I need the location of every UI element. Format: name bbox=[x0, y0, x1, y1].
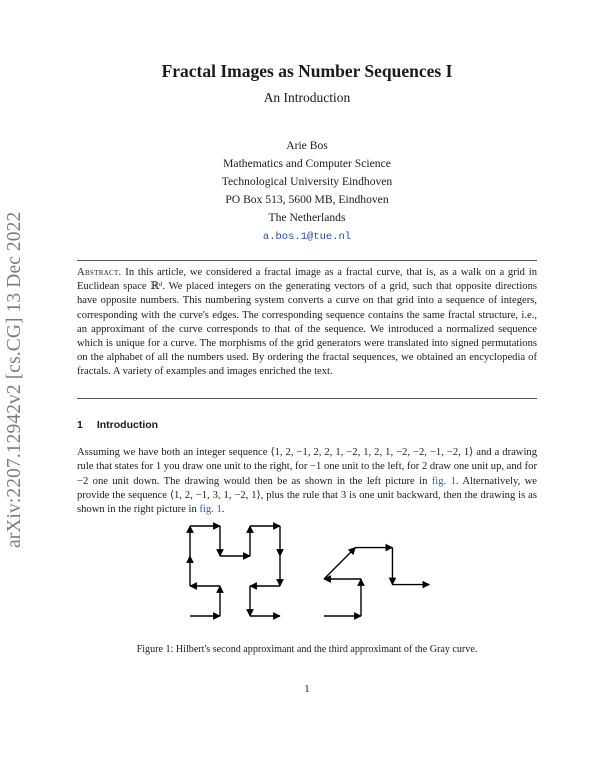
paragraph-text: . Alternatively, we provide the sequence ⟨1, 2, −1, 3, 1, −2, 1⟩, plus the rule that 3 is one unit backward, then the drawing is as shown in the right picture in bbox=[77, 475, 537, 516]
figure-caption: Figure 1: Hilbert's second approximant and the third approximant of the Gray curve. bbox=[136, 644, 478, 655]
figure-ref-link[interactable]: fig. 1 bbox=[199, 504, 222, 516]
section-number: 1 bbox=[77, 419, 83, 431]
gray-curve-right bbox=[324, 548, 429, 616]
section-title: Introduction bbox=[96, 419, 159, 431]
author-name: Arie Bos bbox=[286, 139, 328, 152]
figure-1 bbox=[180, 522, 430, 622]
figure-ref-link[interactable]: fig. 1 bbox=[431, 475, 456, 487]
abstract bbox=[77, 266, 537, 380]
gray-edge-step-4 bbox=[324, 548, 355, 579]
affiliation-line: PO Box 513, 5600 MB, Eindhoven bbox=[225, 193, 389, 206]
affiliation-line: Mathematics and Computer Science bbox=[223, 157, 391, 170]
affiliation-line: Technological University Eindhoven bbox=[221, 175, 393, 188]
author-email-link[interactable]: a.bos.1@tue.nl bbox=[262, 231, 352, 243]
section-heading bbox=[77, 419, 158, 431]
intro-paragraph bbox=[77, 446, 537, 517]
page-number: 1 bbox=[304, 683, 310, 695]
arxiv-identifier: arXiv:2207.12942v2 [cs.CG] 13 Dec 2022 bbox=[4, 211, 25, 548]
abstract-text: In this article, we considered a fractal image as a fractal curve, that is, as a walk on a grid in Euclidean space ℝᵈ. We placed integers on the generating vectors of a grid, such that opposite directions have opposite numbers. This numbering system converts a curve on that grid into a sequence of integers, corresponding with the curve's edges. The corresponding sequence contains the same fractal structure, i.e., an approximant of the curve corresponds to that of the sequence. We introduced a normalized sequence which is unique for a curve. The morphisms of the grid generators were translated into signed permutations on the alphabet of all the numbers used. By ordering the fractal sequences, we obtained an encyclopedia of fractals. A variety of examples and images enriched the text. bbox=[77, 267, 537, 378]
affiliation-line: The Netherlands bbox=[268, 211, 346, 224]
paper-title: Fractal Images as Number Sequences I bbox=[161, 61, 453, 81]
hilbert-curve-left bbox=[190, 526, 280, 616]
paragraph-text: Assuming we have both an integer sequence ⟨1, 2, −1, 2, 2, 1, −2, 1, 2, 1, −2, −2, −1, −2, 1⟩ and a drawing rule that states for 1 you draw one unit to the right, for −1 one unit to the left, for 2 draw one unit up, and for −2 one unit down. The drawing would then be as shown in the left picture in bbox=[77, 447, 537, 487]
abstract-label: Abstract. bbox=[77, 267, 122, 278]
abstract-top-rule bbox=[77, 260, 537, 261]
paragraph-text: . bbox=[221, 504, 225, 516]
paper-subtitle: An Introduction bbox=[263, 90, 351, 105]
abstract-bottom-rule bbox=[77, 398, 537, 399]
